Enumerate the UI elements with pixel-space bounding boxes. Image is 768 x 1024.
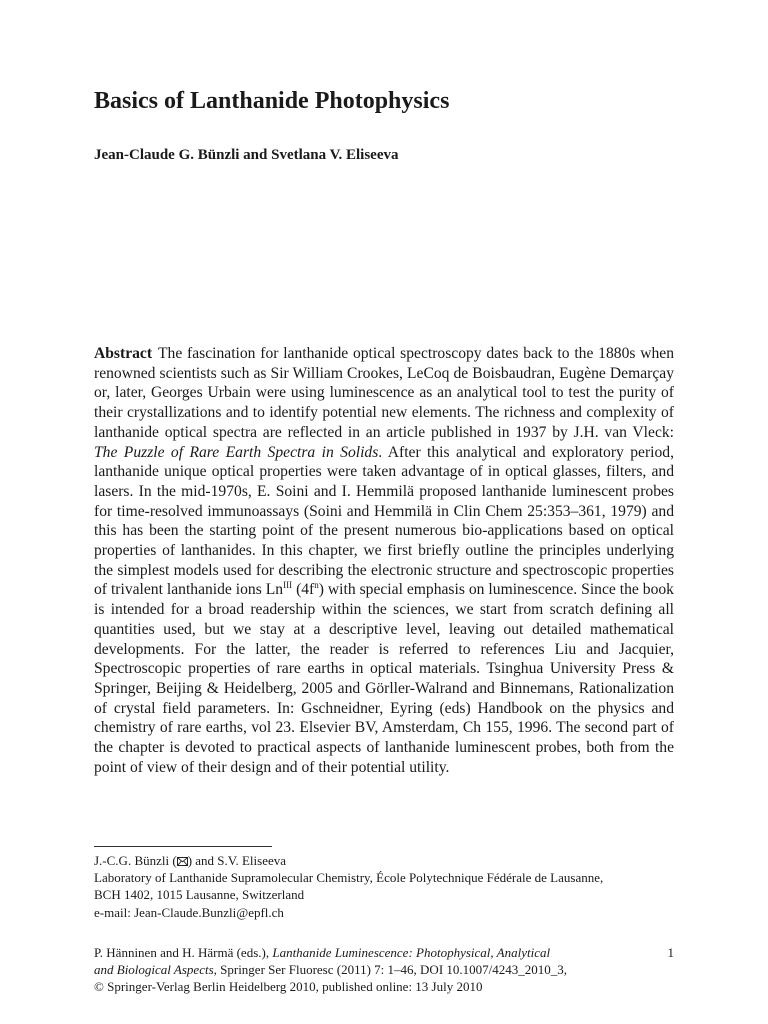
- copyright-notice: © Springer-Verlag Berlin Heidelberg 2010, published online: 13 July 2010: [94, 979, 483, 994]
- contact-email: e-mail: Jean-Claude.Bunzli@epfl.ch: [94, 904, 284, 920]
- citation-editors: P. Hänninen and H. Härmä (eds.),: [94, 945, 273, 960]
- abstract-text-2: . After this analytical and exploratory period, lanthanide unique optical properties were taken advantage of in optical glasses, filters, and lasers. In the mid-1970s, E. Soini and I. Hemmilä proposed lanthanide luminescent probes for time-resolved immunoassays (Soini and Hemmilä in Clin Chem 25:353–361, 1979) and this has been the starting point of the present numerous bio-applications based on optical properties of lanthanides. In this chapter, we first briefly outline the principles underlying the simplest models used for describing the electronic structure and spectroscopic properties of trivalent lanthanide ions Ln: [94, 443, 674, 599]
- citation-book-title-cont: and Biological Aspects: [94, 962, 214, 977]
- citation-line-2: [94, 961, 634, 978]
- affiliation-lab: Laboratory of Lanthanide Supramolecular Chemistry, École Polytechnique Fédérale de Lausanne,: [94, 870, 604, 886]
- oxidation-state-superscript: III: [283, 580, 293, 591]
- page-number: 1: [667, 945, 674, 960]
- abstract-label: Abstract: [94, 345, 153, 362]
- abstract: [94, 344, 674, 777]
- correspondence-line: [94, 852, 694, 869]
- envelope-icon: [177, 857, 188, 866]
- coauthor: ) and S.V. Eliseeva: [187, 853, 287, 868]
- affiliation-address: BCH 1402, 1015 Lausanne, Switzerland: [94, 887, 305, 903]
- electron-count-superscript: n: [314, 580, 319, 591]
- citation-line-1: [94, 944, 634, 961]
- citation-footer: [94, 944, 634, 995]
- abstract-text-1: The fascination for lanthanide optical spectroscopy dates back to the 1880s when renowned scientists such as Sir William Crookes, LeCoq de Boisbaudran, Eugène Demarçay or, later, Georges Urbain were using luminescence as an analytical tool to test the purity of their crystallizations and to identify potential new elements. The richness and complexity of lanthanide optical spectra are reflected in an article published in 1937 by J.H. van Vleck:: [94, 345, 674, 441]
- author-list: Jean-Claude G. Bünzli and Svetlana V. Eliseeva: [94, 147, 399, 163]
- corresponding-author: J.-C.G. Bünzli (: [94, 853, 177, 868]
- affiliation-footnote: [94, 852, 694, 921]
- cited-book-title: The Puzzle of Rare Earth Spectra in Solids: [94, 443, 379, 461]
- abstract-text-4: ) with special emphasis on luminescence. Since the book is intended for a broad readership within the sciences, we start from scratch defining all quantities used, but we stay at a descriptive level, leaving out detailed mathematical developments. For the latter, the reader is referred to references Liu and Jacquier, Spectroscopic properties of rare earths in optical materials. Tsinghua University Press & Springer, Beijing & Heidelberg, 2005 and Görller-Walrand and Binnemans, Rationalization of crystal field parameters. In: Gschneidner, Eyring (eds) Handbook on the physics and chemistry of rare earths, vol 23. Elsevier BV, Amsterdam, Ch 155, 1996. The second part of the chapter is devoted to practical aspects of lanthanide luminescent probes, both from the point of view of their design and of their potential utility.: [94, 581, 674, 776]
- citation-book-title: Lanthanide Luminescence: Photophysical, Analytical: [272, 945, 551, 960]
- footnote-divider: [94, 846, 272, 847]
- citation-series: , Springer Ser Fluoresc (2011) 7: 1–46, DOI 10.1007/4243_2010_3,: [213, 962, 568, 977]
- paper-title: Basics of Lanthanide Photophysics: [94, 88, 450, 114]
- abstract-text-3: (4f: [292, 581, 315, 599]
